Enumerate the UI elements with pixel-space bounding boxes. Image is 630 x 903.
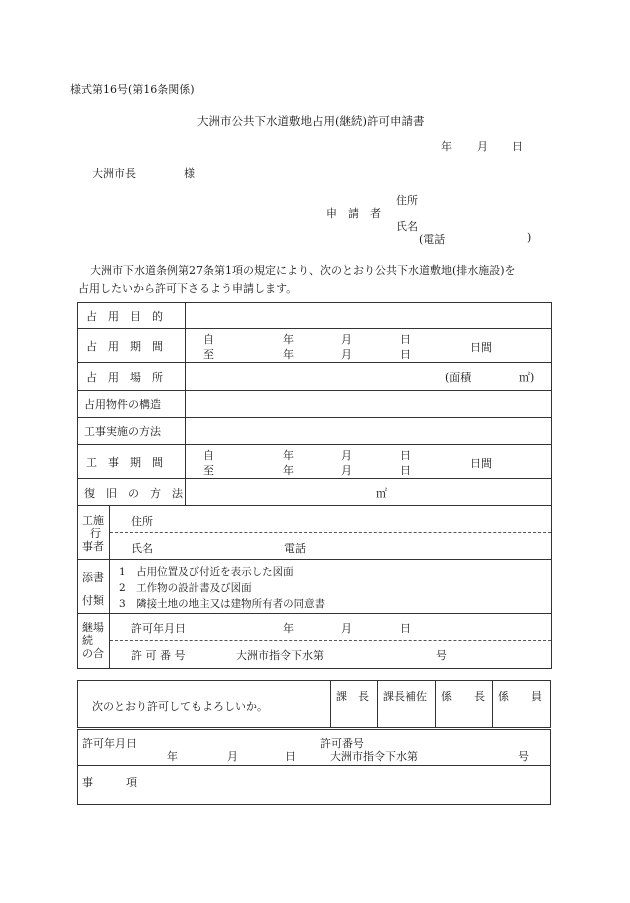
statement-line-2: 占用したいから許可下さるよう申請します。 xyxy=(78,282,298,295)
applicant-label: 申 請 者 xyxy=(326,207,381,220)
continuation-permit-no: 許 可 番 号 xyxy=(131,649,186,662)
period-from: 自 xyxy=(203,333,214,346)
applicant-phone-label: (電話 xyxy=(419,233,446,246)
applicant-phone-close: ) xyxy=(527,231,532,244)
date-day: 日 xyxy=(512,140,523,153)
permit-no-label: 許可番号 xyxy=(320,737,364,750)
contractor-address: 住所 xyxy=(131,515,153,528)
continuation-label-b: 続 xyxy=(82,634,93,647)
period-from-day: 日 xyxy=(400,333,411,346)
permit-day: 日 xyxy=(285,750,296,763)
period-to-day: 日 xyxy=(400,348,411,361)
period-days: 日間 xyxy=(470,341,492,354)
period-from-year: 年 xyxy=(283,333,294,346)
attachments-label-top: 添書 xyxy=(82,571,104,584)
label-place: 占 用 場 所 xyxy=(86,371,163,384)
attachment-item-3: 3 隣接土地の地主又は建物所有者の同意書 xyxy=(119,598,326,610)
contractor-label-a: 工施 xyxy=(82,514,104,527)
approval-question: 次のとおり許可してもよろしいか。 xyxy=(92,700,268,713)
permit-no-text: 大洲市指令下水第 xyxy=(330,750,418,763)
date-year: 年 xyxy=(441,140,452,153)
place-area-unit: ㎡) xyxy=(519,371,535,384)
stamp-subsection-chief: 係 長 xyxy=(441,690,485,703)
work-to: 至 xyxy=(203,464,214,477)
continuation-month: 月 xyxy=(341,622,352,635)
page-title: 大洲市公共下水道敷地占用(継続)許可申請書 xyxy=(197,114,425,128)
period-to-year: 年 xyxy=(283,348,294,361)
permit-matter: 事 項 xyxy=(82,776,137,789)
label-purpose: 占 用 目 的 xyxy=(86,310,163,323)
form-number: 様式第16号(第16条関係) xyxy=(70,83,195,96)
permit-year: 年 xyxy=(167,750,178,763)
stamp-section-chief: 課 長 xyxy=(336,690,369,703)
period-to-month: 月 xyxy=(341,348,352,361)
work-to-year: 年 xyxy=(283,464,294,477)
label-period: 占 用 期 間 xyxy=(86,340,163,353)
work-to-day: 日 xyxy=(400,464,411,477)
applicant-address-label: 住所 xyxy=(396,194,418,207)
attachment-item-2: 2 工作物の設計書及び図面 xyxy=(119,582,252,594)
restore-unit: ㎡ xyxy=(376,487,387,500)
work-from-year: 年 xyxy=(283,449,294,462)
label-method: 工事実施の方法 xyxy=(84,425,161,438)
attachments-label-bottom: 付類 xyxy=(82,594,104,607)
work-days: 日間 xyxy=(470,457,492,470)
label-work-period: 工 事 期 間 xyxy=(86,456,163,469)
period-to: 至 xyxy=(203,348,214,361)
contractor-label-b: 行 xyxy=(90,527,101,540)
continuation-label-c: の合 xyxy=(82,647,104,660)
continuation-year: 年 xyxy=(283,622,294,635)
work-from: 自 xyxy=(203,449,214,462)
continuation-permit-date: 許可年月日 xyxy=(131,622,186,635)
period-from-month: 月 xyxy=(341,333,352,346)
permit-go: 号 xyxy=(518,750,529,763)
addressee-name: 大洲市長 xyxy=(92,167,136,180)
continuation-day: 日 xyxy=(400,622,411,635)
contractor-name: 氏名 xyxy=(131,542,153,555)
label-structure: 占用物件の構造 xyxy=(84,398,161,411)
stamp-deputy-chief: 課長補佐 xyxy=(383,690,427,703)
permit-date-label: 許可年月日 xyxy=(82,737,137,750)
statement-line-1: 大洲市下水道条例第27条第1項の規定により、次のとおり公共下水道敷地(排水施設)を xyxy=(90,264,516,277)
label-restore: 復 旧 の 方 法 xyxy=(84,487,183,500)
addressee-honorific: 様 xyxy=(184,167,195,180)
continuation-go: 号 xyxy=(436,649,447,662)
contractor-phone: 電話 xyxy=(284,542,306,555)
stamp-staff: 係 員 xyxy=(498,690,542,703)
permit-month: 月 xyxy=(227,750,238,763)
place-area-open: (面積 xyxy=(445,371,472,384)
work-to-month: 月 xyxy=(341,464,352,477)
contractor-label-c: 事者 xyxy=(82,540,104,553)
applicant-name-label: 氏名 xyxy=(396,220,418,233)
continuation-label-a: 継場 xyxy=(82,621,104,634)
attachment-item-1: 1 占用位置及び付近を表示した図面 xyxy=(119,566,294,578)
work-from-day: 日 xyxy=(400,449,411,462)
date-month: 月 xyxy=(477,140,488,153)
continuation-permit-text: 大洲市指令下水第 xyxy=(236,649,324,662)
work-from-month: 月 xyxy=(341,449,352,462)
